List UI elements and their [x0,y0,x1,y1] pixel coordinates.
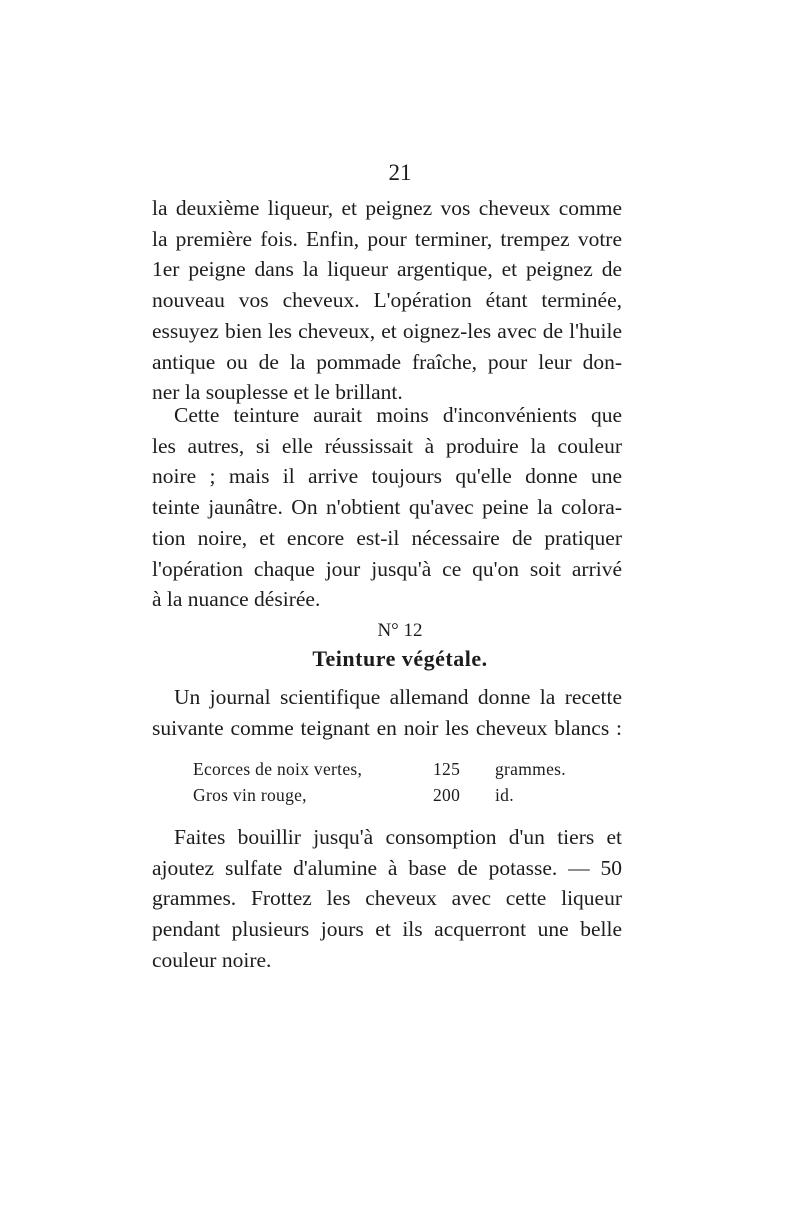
text-line: grammes. Frottez les cheveux avec cette liqueur [152,886,622,911]
text-line: Un journal scientifique allemand donne la recette [174,685,622,709]
recipe-row [193,782,613,808]
paragraph-4 [152,822,622,976]
text-line: pendant plusieurs jours et ils acquerront une belle [152,917,622,942]
recipe-quantity: 125 [433,759,461,779]
text-line: les autres, si elle réussissait à produire la couleur [152,433,622,458]
section-number: N° 12 [377,620,423,641]
text-line: antique ou de la pommade fraîche, pour leur don- [152,349,622,374]
text-line: à la nuance désirée. [152,587,321,612]
recipe-ingredient: Gros vin rouge, [193,785,307,805]
recipe-unit: id. [495,785,514,805]
text-line: noire ; mais il arrive toujours qu'elle donne une [152,464,622,489]
section-title: Teinture végétale. [312,646,488,671]
paragraph-2 [152,400,622,615]
recipe-list [193,756,613,808]
text-line: 1er peigne dans la liqueur argentique, et peignez de [152,257,622,282]
text-line: l'opération chaque jour jusqu'à ce qu'on soit arrivé [152,556,622,581]
text-line: essuyez bien les cheveux, et oignez-les avec de l'huile [152,318,622,343]
recipe-row [193,756,613,782]
text-line: Faites bouillir jusqu'à consomption d'un tiers et [174,825,622,849]
text-line: teinte jaunâtre. On n'obtient qu'avec peine la colora- [152,495,622,520]
recipe-ingredient: Ecorces de noix vertes, [193,759,363,779]
text-line: ner la souplesse et le brillant. [152,380,403,405]
text-line: couleur noire. [152,947,272,972]
text-line: la première fois. Enfin, pour terminer, trempez votre [152,226,622,251]
recipe-unit: grammes. [495,759,566,779]
text-line: suivante comme teignant en noir les cheveux blancs : [152,715,622,740]
paragraph-3 [152,682,622,743]
page-number: 21 [388,160,412,185]
text-line: Cette teinture aurait moins d'inconvénients que [174,403,622,427]
recipe-quantity: 200 [433,785,461,805]
text-line: la deuxième liqueur, et peignez vos cheveux comme [152,196,622,220]
text-line: ajoutez sulfate d'alumine à base de potasse. — 50 [152,855,622,880]
text-line: nouveau vos cheveux. L'opération étant terminée, [152,288,622,313]
paragraph-1 [152,193,622,408]
text-line: tion noire, et encore est-il nécessaire de pratiquer [152,525,622,550]
